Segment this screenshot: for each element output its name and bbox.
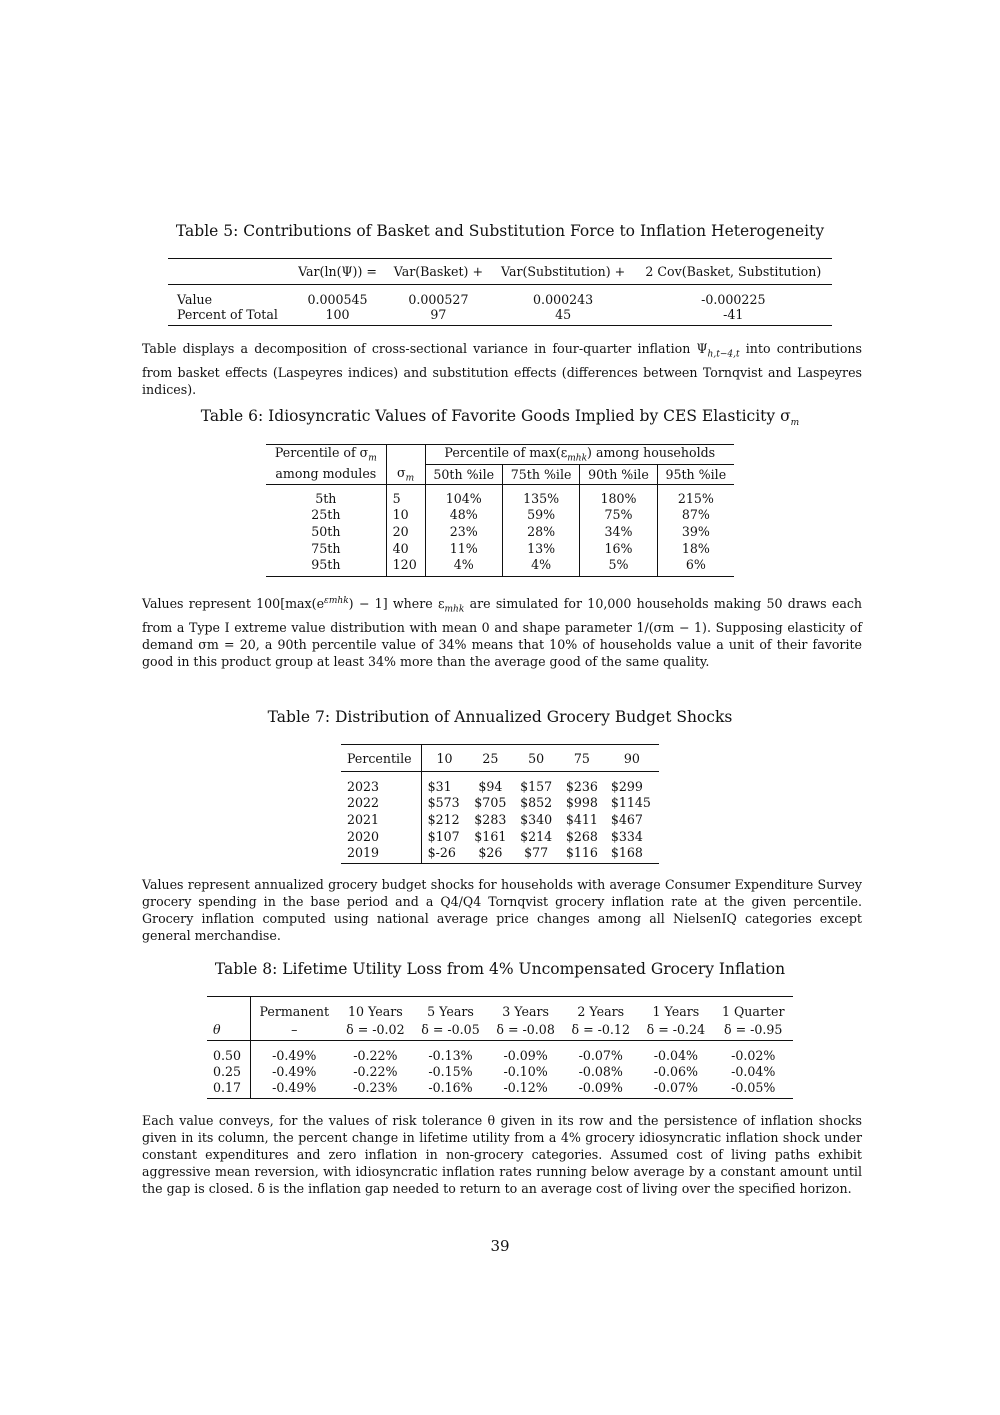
table8-cell: -0.23% xyxy=(353,1079,398,1095)
table6-col1-header2: among modules xyxy=(275,466,377,482)
table6-cell: 5 xyxy=(386,484,425,506)
table5-header-cell xyxy=(168,259,290,285)
table6-cell: 120 xyxy=(386,557,425,576)
table6-group-header xyxy=(425,445,734,465)
table6-cell: 59% xyxy=(502,506,579,523)
table-row xyxy=(341,811,659,828)
table7-cell: $283 xyxy=(474,811,507,827)
table8-cell: -0.49% xyxy=(250,1080,338,1099)
table6-cell: 215% xyxy=(657,484,734,506)
table7-header-cell: 50 xyxy=(528,750,545,766)
table6-cell: 6% xyxy=(657,557,734,576)
table7-header-cell: Percentile xyxy=(347,750,412,766)
table6-cell: 75% xyxy=(580,506,657,523)
table7-caption: Table 7: Distribution of Annualized Grocery Budget Shocks xyxy=(267,708,733,726)
table6-cell: 87% xyxy=(657,506,734,523)
table8-caption: Table 8: Lifetime Utility Loss from 4% Uncompensated Grocery Inflation xyxy=(214,960,786,978)
table8-delta-cell: δ = -0.24 xyxy=(646,1021,706,1037)
table8-cell: -0.49% xyxy=(250,1063,338,1080)
table-row xyxy=(266,540,734,557)
table7-cell: $157 xyxy=(520,778,553,794)
table6-cell: 16% xyxy=(580,540,657,557)
table-row xyxy=(341,794,659,811)
table6-cell: 4% xyxy=(502,557,579,576)
table6-col2-header-text: σ xyxy=(397,464,406,480)
table7-cell: $212 xyxy=(421,811,467,828)
table5-row-label: Percent of Total xyxy=(177,306,278,322)
table8-header-row xyxy=(207,997,793,1019)
table6-caption xyxy=(0,407,1000,428)
table5-row-label: Value xyxy=(177,291,213,307)
table6-cell: 40 xyxy=(386,540,425,557)
table8-cell: -0.49% xyxy=(250,1041,338,1063)
table6-subheader: 90th %ile xyxy=(580,464,657,484)
table6-note-text: σm = 20, a 90th percentile value of 34% means that 10% of households value a unit of their favorite good in this xyxy=(142,636,862,669)
table5-cell: -0.000225 xyxy=(701,291,766,307)
table7-cell: $-26 xyxy=(421,845,467,864)
table7-cell: 2019 xyxy=(347,844,380,860)
table8-cell: -0.05% xyxy=(731,1079,776,1095)
table7-cell: $467 xyxy=(610,811,643,827)
table-row xyxy=(168,285,832,307)
table8-delta-cell: δ = -0.08 xyxy=(496,1021,555,1037)
table5-cell: 0.000243 xyxy=(533,291,594,307)
table7-cell: $1145 xyxy=(610,794,651,810)
table8-empty-cell xyxy=(207,997,250,1019)
table6-header-row xyxy=(266,445,734,465)
table6-group-header-subscript: mhk xyxy=(567,453,588,464)
table6-cell: 39% xyxy=(657,523,734,540)
table7-cell: $268 xyxy=(565,828,598,844)
table6-cell: 48% xyxy=(425,506,502,523)
table8-delta-row xyxy=(207,1019,793,1041)
table8-delta-cell: δ = -0.95 xyxy=(723,1021,783,1037)
table7-cell: $31 xyxy=(421,772,467,794)
table7-note: Values represent annualized grocery budget shocks for households with average Consumer Expenditure Survey grocery spending in the base period and a Q4/Q4 Tornqvist grocery inflation rate at the given percentile. Grocery inflation computed using national average price changes among all NielsenIQ categories except general merchandise. xyxy=(142,877,862,943)
table7-cell: $116 xyxy=(565,844,598,860)
table6-subheader: 50th %ile xyxy=(425,464,502,484)
table5-header-cell: Var(Substitution) + xyxy=(501,264,626,279)
table7-cell: $852 xyxy=(520,794,553,810)
table8-note: Each value conveys, for the values of risk tolerance θ given in its row and the persistence of inflation shocks given in its column, the percent change in lifetime utility from a 4% grocery idiosyncratic inflation shock under constant expenditures and zero inflation in non-grocery categories. Assumed cost of living paths exhibit aggressive mean reversion, with idiosyncratic inflation rates running below average by a constant amount until the gap is closed. δ is the inflation gap needed to return to an average cost of living over the specified horizon. xyxy=(142,1113,862,1196)
table8-cell: -0.10% xyxy=(503,1063,548,1079)
table7-cell: $411 xyxy=(565,811,598,827)
table6-cell: 18% xyxy=(657,540,734,557)
table7-cell: $573 xyxy=(421,794,467,811)
table-row xyxy=(266,484,734,506)
table8-cell: -0.07% xyxy=(578,1047,623,1063)
table6-cell: 34% xyxy=(580,523,657,540)
table6-col1-header xyxy=(266,445,386,465)
table5-caption: Table 5: Contributions of Basket and Substitution Force to Inflation Heterogeneity xyxy=(175,222,825,240)
table7-cell: $26 xyxy=(478,844,503,860)
table8-cell: -0.12% xyxy=(503,1079,548,1095)
table7-cell: 2023 xyxy=(347,778,380,794)
table7-cell: 2020 xyxy=(347,828,380,844)
table5-header-row xyxy=(168,259,832,285)
table8-header-cell: 2 Years xyxy=(577,1003,625,1019)
table8-cell: -0.15% xyxy=(428,1063,473,1079)
table6-note-text: are simulated for 10,000 households making 50 draws each from a xyxy=(142,596,862,635)
table-row xyxy=(168,307,832,326)
table5-cell: 100 xyxy=(325,306,350,322)
table6-cell: 28% xyxy=(502,523,579,540)
table6-note-text: product group at least 34% more than the average good of the same quality. xyxy=(221,653,710,669)
table-row xyxy=(341,828,659,845)
table7-header-cell: 10 xyxy=(421,745,467,772)
table6-cell: 95th xyxy=(311,557,341,573)
table6-cell: 135% xyxy=(502,484,579,506)
table-row xyxy=(266,523,734,540)
table8 xyxy=(207,996,793,1099)
table-row xyxy=(207,1063,793,1080)
table8-header-cell: 3 Years xyxy=(502,1003,549,1019)
table6-cell: 50th xyxy=(311,524,341,540)
table5 xyxy=(168,258,832,326)
table5-cell: 97 xyxy=(430,306,447,322)
table7-cell: $107 xyxy=(421,828,467,845)
table8-header-cell: Permanent xyxy=(250,997,338,1019)
table7-cell: $299 xyxy=(610,778,643,794)
table8-cell: -0.04% xyxy=(653,1047,698,1063)
table8-header-cell: 1 Quarter xyxy=(721,1003,785,1019)
table8-cell: -0.04% xyxy=(731,1063,776,1079)
table6-note-subscript: mhk xyxy=(444,604,465,615)
table6-cell: 5th xyxy=(315,491,337,507)
table7-header-cell: 25 xyxy=(482,750,499,766)
table5-header-cell: 2 Cov(Basket, Substitution) xyxy=(645,264,822,279)
table6-cell: 104% xyxy=(425,484,502,506)
table7-cell: $214 xyxy=(520,828,553,844)
table8-cell: 0.17 xyxy=(213,1079,242,1095)
table8-cell: -0.02% xyxy=(731,1047,776,1063)
table7 xyxy=(341,744,659,864)
table7-cell: $168 xyxy=(610,844,643,860)
table-row xyxy=(341,845,659,864)
table-row xyxy=(266,557,734,576)
table6-col2-header xyxy=(386,464,425,484)
table7-header-cell: 75 xyxy=(573,750,590,766)
table6-cell: 13% xyxy=(502,540,579,557)
table8-cell: -0.09% xyxy=(503,1047,548,1063)
table7-cell: 2021 xyxy=(347,811,380,827)
table6-cell: 20 xyxy=(386,523,425,540)
table-row xyxy=(207,1080,793,1099)
table6-note xyxy=(142,593,862,670)
table8-header-cell: 5 Years xyxy=(427,1003,474,1019)
table8-cell: -0.16% xyxy=(428,1079,473,1095)
table-row xyxy=(266,506,734,523)
table5-cell: 45 xyxy=(555,306,572,322)
table8-cell: -0.09% xyxy=(578,1079,623,1095)
table8-cell: -0.22% xyxy=(353,1047,398,1063)
table6 xyxy=(266,444,734,577)
table8-delta-cell: δ = -0.05 xyxy=(421,1021,480,1037)
table5-header-cell: Var(ln(Ψ)) = xyxy=(298,264,377,279)
table6-cell: 11% xyxy=(425,540,502,557)
table7-cell: $94 xyxy=(478,778,503,794)
table6-note-text: ) − 1] where ε xyxy=(348,596,445,612)
table8-cell: -0.08% xyxy=(578,1063,623,1079)
table6-note-text: Type I extreme value distribution with mean 0 and shape parameter 1/(σm − 1). Supposing elasticity of demand xyxy=(142,619,862,652)
table-row xyxy=(341,772,659,794)
table5-cell: 0.000545 xyxy=(307,291,368,307)
table8-cell: -0.07% xyxy=(653,1079,698,1095)
table7-cell: $77 xyxy=(524,844,549,860)
table8-delta-cell: – xyxy=(250,1019,338,1041)
table7-cell: $334 xyxy=(610,828,643,844)
table5-note-subscript: h,t−4,t xyxy=(707,349,740,360)
table5-cell: -41 xyxy=(723,306,744,322)
table7-cell: 2022 xyxy=(347,794,380,810)
table8-delta-cell: δ = -0.12 xyxy=(571,1021,630,1037)
table8-cell: -0.06% xyxy=(653,1063,698,1079)
table5-note-text: into contributions from basket effects (Laspeyres indices) and substitution effects (differences between Tornqvist and Laspeyres indices). xyxy=(142,341,862,397)
table7-cell: $340 xyxy=(520,811,553,827)
table6-subheader: 75th %ile xyxy=(502,464,579,484)
table6-empty-cell xyxy=(386,445,425,465)
table6-cell: 75th xyxy=(311,541,341,557)
table6-subheader: 95th %ile xyxy=(657,464,734,484)
table6-cell: 25th xyxy=(311,507,341,523)
page-number: 39 xyxy=(490,1237,510,1255)
table6-note-superscript: εmhk xyxy=(324,596,349,606)
table8-cell: 0.50 xyxy=(213,1047,242,1063)
table6-cell: 10 xyxy=(386,506,425,523)
table6-col2-header-subscript: m xyxy=(405,473,415,484)
table6-caption-subscript: m xyxy=(790,418,800,429)
table-row xyxy=(207,1041,793,1063)
table6-caption-text: Table 6: Idiosyncratic Values of Favorite Goods Implied by CES Elasticity σ xyxy=(200,407,791,425)
table6-cell: 4% xyxy=(425,557,502,576)
table5-cell: 0.000527 xyxy=(408,291,469,307)
table6-subheader-row xyxy=(266,464,734,484)
table6-group-header-text: Percentile of max(ε xyxy=(444,445,568,460)
table5-header-cell: Var(Basket) + xyxy=(393,264,484,279)
table8-cell: -0.13% xyxy=(428,1047,473,1063)
table6-cell: 180% xyxy=(580,484,657,506)
table7-cell: $998 xyxy=(565,794,598,810)
table7-cell: $161 xyxy=(474,828,507,844)
table8-delta-cell: δ = -0.02 xyxy=(346,1021,405,1037)
table5-note-text: Table displays a decomposition of cross-sectional variance in four-quarter inflation Ψ xyxy=(142,341,708,356)
table6-note-text: Values represent 100[max(e xyxy=(142,596,325,612)
table6-group-header-text: ) among households xyxy=(587,445,716,460)
table8-theta-header: θ xyxy=(213,1021,221,1037)
table6-col1-header-text: Percentile of σ xyxy=(274,445,369,461)
table8-cell: -0.22% xyxy=(353,1063,398,1079)
table8-cell: 0.25 xyxy=(213,1063,242,1079)
table6-col1-header-subscript: m xyxy=(368,453,377,464)
table6-cell: 23% xyxy=(425,523,502,540)
table7-cell: $236 xyxy=(565,778,598,794)
table5-note xyxy=(142,340,862,398)
table7-header-cell: 90 xyxy=(623,750,640,766)
table8-header-cell: 10 Years xyxy=(348,1003,403,1019)
table7-cell: $705 xyxy=(474,794,507,810)
table6-cell: 5% xyxy=(580,557,657,576)
table8-header-cell: 1 Years xyxy=(652,1003,700,1019)
table7-header-row xyxy=(341,745,659,772)
